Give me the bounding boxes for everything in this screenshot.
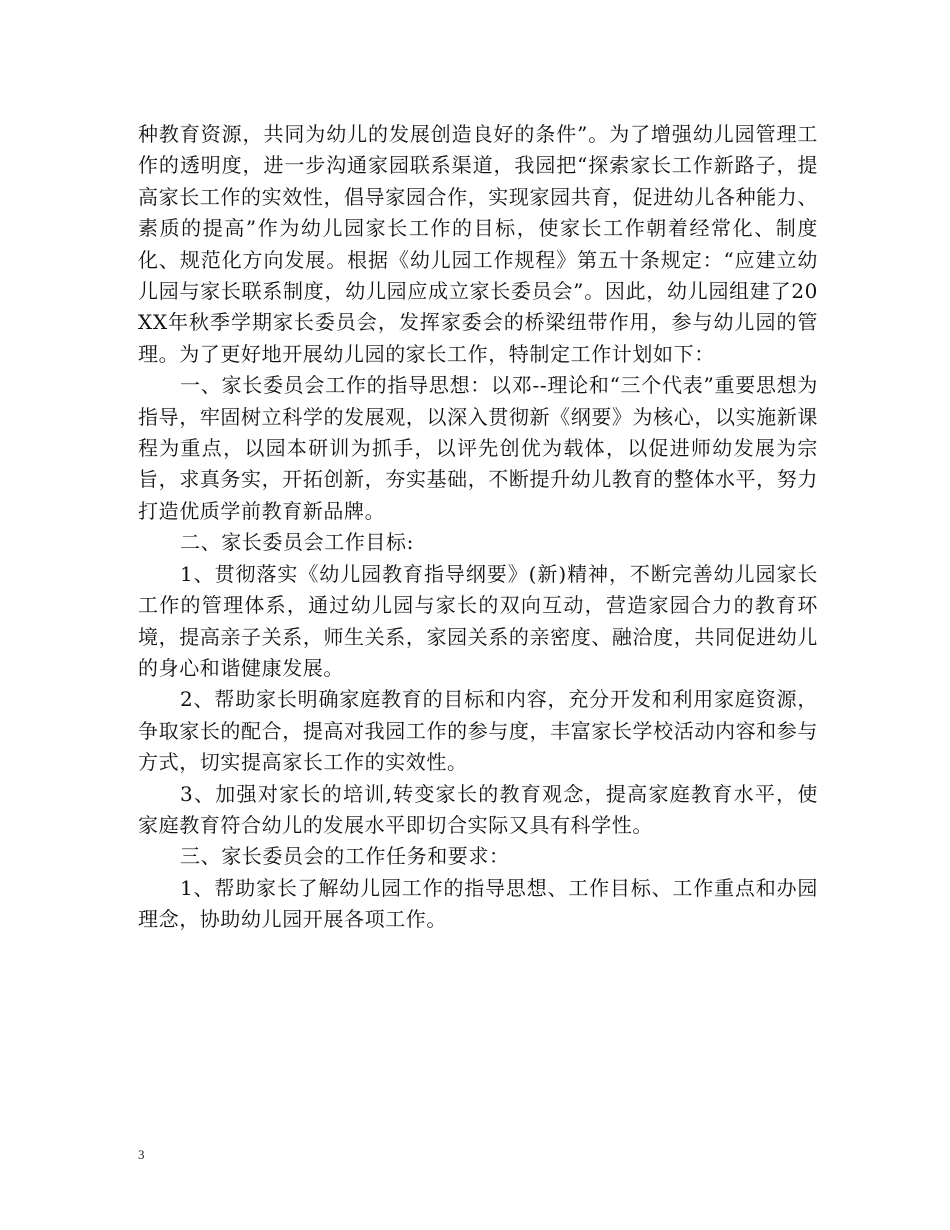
paragraph-task-1: 1、帮助家长了解幼儿园工作的指导思想、工作目标、工作重点和办园理念，协助幼儿园开展各项工作。 — [138, 875, 818, 932]
paragraph-goal-3: 3、加强对家长的培训,转变家长的教育观念，提高家庭教育水平，使家庭教育符合幼儿的发展水平即切合实际又具有科学性。 — [138, 781, 818, 837]
page-number: 3 — [138, 1147, 145, 1162]
paragraph-guiding-ideology: 一、家长委员会工作的指导思想：以邓--理论和“三个代表”重要思想为指导，牢固树立科学的发展观，以深入贯彻新《纲要》为核心，以实施新课程为重点，以园本研训为抓手，以评先创优为载体，以促进师幼发展为宗旨，求真务实，开拓创新，夯实基础，不断提升幼儿教育的整体水平，努力打造优质学前教育新品牌。 — [138, 373, 818, 523]
paragraph-goal-1: 1、贯彻落实《幼儿园教育指导纲要》(新)精神，不断完善幼儿园家长工作的管理体系，通过幼儿园与家长的双向互动，营造家园合力的教育环境，提高亲子关系，师生关系，家园关系的亲密度、融洽度，共同促进幼儿的身心和谐健康发展。 — [138, 561, 818, 680]
document-body — [138, 119, 818, 936]
section-heading-tasks: 三、家长委员会的工作任务和要求： — [180, 844, 510, 869]
paragraph-intro: 种教育资源，共同为幼儿的发展创造良好的条件”。为了增强幼儿园管理工作的透明度，进一步沟通家园联系渠道，我园把“探索家长工作新路子，提高家长工作的实效性，倡导家园合作，实现家园共育，促进幼儿各种能力、素质的提高”作为幼儿园家长工作的目标，使家长工作朝着经常化、制度化、规范化方向发展。根据《幼儿园工作规程》第五十条规定：“应建立幼儿园与家长联系制度，幼儿园应成立家长委员会”。因此，幼儿园组建了20XX年秋季学期家长委员会，发挥家委会的桥梁纽带作用，参与幼儿园的管理。为了更好地开展幼儿园的家长工作，特制定工作计划如下： — [138, 122, 818, 366]
section-heading-goals: 二、家长委员会工作目标: — [180, 530, 414, 555]
paragraph-goal-2: 2、帮助家长明确家庭教育的目标和内容，充分开发和利用家庭资源，争取家长的配合，提高对我园工作的参与度，丰富家长学校活动内容和参与方式，切实提高家长工作的实效性。 — [138, 687, 818, 775]
